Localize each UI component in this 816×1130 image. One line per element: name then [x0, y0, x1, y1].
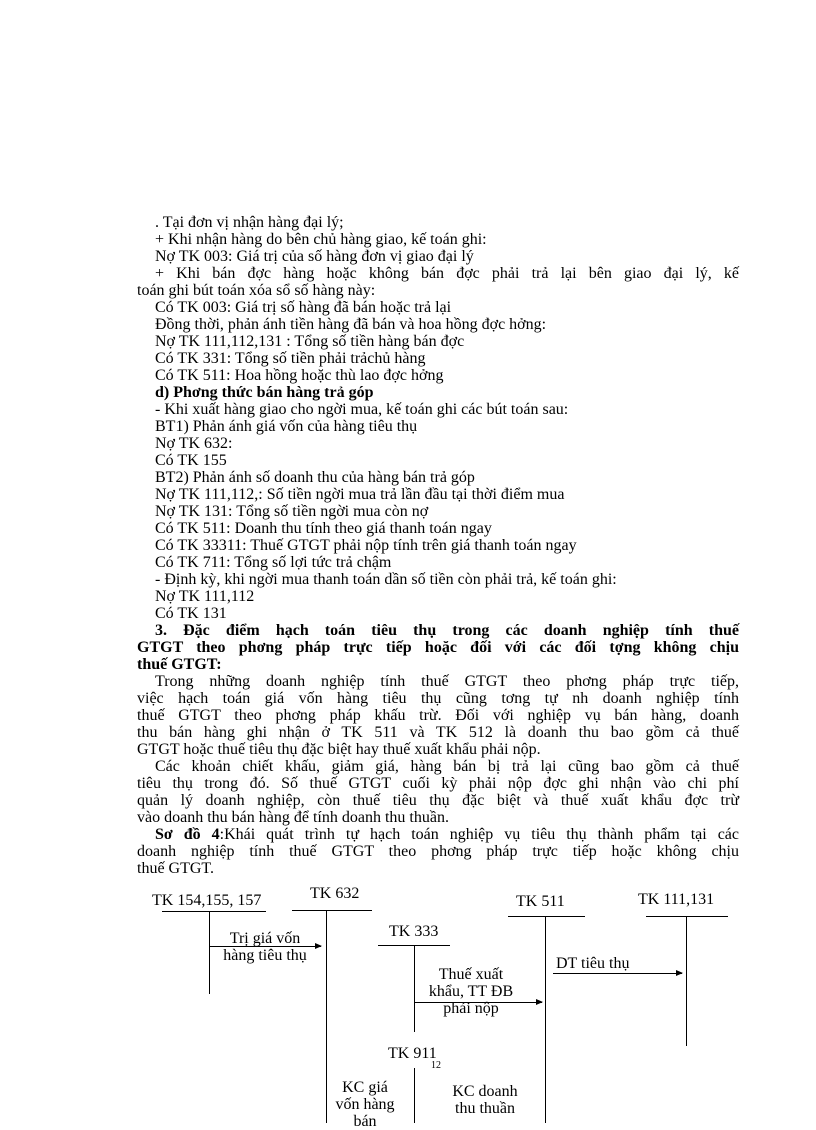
- flow-label: phải nộp: [443, 1000, 499, 1017]
- text-line: + Khi nhận hàng do bên chủ hàng giao, kế toán ghi:: [155, 231, 487, 248]
- account-label-tk511: TK 511: [516, 893, 565, 910]
- text-line: Nợ TK 632:: [155, 435, 233, 452]
- flow-label: bán: [353, 1113, 377, 1130]
- text-line: Nợ TK 111,112,: Số tiền ngời mua trả lần đầu tại thời điểm mua: [155, 486, 565, 503]
- text-line: + Khi bán đợc hàng hoặc không bán đợc phải trả lại bên giao đại lý, kế: [155, 265, 739, 282]
- flow-label: vốn hàng: [335, 1096, 395, 1113]
- text-line: . Tại đơn vị nhận hàng đại lý;: [155, 214, 344, 231]
- text-line: - Định kỳ, khi ngời mua thanh toán dần số tiền còn phải trả, kế toán ghi:: [155, 571, 617, 588]
- flow-label: khẩu, TT ĐB: [428, 983, 514, 1000]
- paragraph-line: GTGT hoặc thuế tiêu thụ đặc biệt hay thuế xuất khẩu phải nộp.: [137, 741, 541, 758]
- t-account-line: [414, 1068, 415, 1123]
- paragraph-line: việc hạch toán giá vốn hàng tiêu thụ cũng tơng tự nh doanh nghiệp tính: [137, 690, 739, 707]
- text-line: Có TK 511: Doanh thu tính theo giá thanh toán ngay: [155, 520, 492, 537]
- t-account-line: [508, 916, 585, 917]
- text-line: BT2) Phản ánh số doanh thu của hàng bán trả góp: [155, 469, 475, 486]
- diagram-caption-label: Sơ đồ 4: [155, 826, 220, 843]
- account-label-tk632: TK 632: [310, 885, 360, 902]
- flow-label: DT tiêu thụ: [556, 955, 630, 972]
- text-line: Nợ TK 003: Giá trị của số hàng đơn vị giao đại lý: [155, 248, 474, 265]
- section-heading: d) Phơng thức bán hàng trả góp: [155, 384, 374, 401]
- account-label-tk911: TK 911: [388, 1045, 437, 1062]
- diagram-caption-text: :Khái quát trình tự hạch toán nghiệp vụ tiêu thụ thành phẩm tại các: [219, 826, 740, 843]
- account-label-tk333: TK 333: [389, 923, 439, 940]
- section-heading: 3. Đặc điểm hạch toán tiêu thụ trong các doanh nghiệp tính thuế: [155, 622, 739, 639]
- page-number: 12: [431, 1060, 441, 1071]
- flow-arrow: [553, 973, 682, 974]
- account-label-tk111: TK 111,131: [638, 891, 715, 908]
- t-account-line: [292, 910, 372, 911]
- text-line: Có TK 331: Tổng số tiền phải trảchủ hàng: [155, 350, 426, 367]
- paragraph-line: vào doanh thu bán hàng để tính doanh thu thuần.: [137, 809, 449, 826]
- text-line: BT1) Phản ánh giá vốn của hàng tiêu thụ: [155, 418, 418, 435]
- account-label-tk154: TK 154,155, 157: [152, 892, 262, 909]
- text-line: Có TK 33311: Thuế GTGT phải nộp tính trên giá thanh toán ngay: [155, 537, 577, 554]
- text-line: Nợ TK 111,112: [155, 588, 255, 605]
- paragraph-line: tiêu thụ trong đó. Số thuế GTGT cuối kỳ phải nộp đợc ghi nhận vào chi phí: [137, 775, 739, 792]
- flow-label: hàng tiêu thụ: [223, 947, 307, 964]
- paragraph-line: Trong những doanh nghiệp tính thuế GTGT theo phơng pháp trực tiếp,: [155, 673, 739, 690]
- t-account-line: [686, 916, 687, 1046]
- paragraph-line: doanh nghiệp tính thuế GTGT theo phơng pháp trực tiếp hoặc không chịu: [137, 843, 739, 860]
- t-account-line: [545, 916, 546, 1123]
- text-line: Có TK 511: Hoa hồng hoặc thù lao đợc hởng: [155, 367, 444, 384]
- text-line: Nợ TK 131: Tổng số tiền ngời mua còn nợ: [155, 503, 429, 520]
- text-line: Nợ TK 111,112,131 : Tổng số tiền hàng bán đợc: [155, 333, 465, 350]
- t-account-line: [646, 916, 728, 917]
- text-line: Có TK 131: [155, 605, 227, 622]
- flow-label: Thuế xuất: [438, 966, 504, 983]
- text-line: Đồng thời, phản ánh tiền hàng đã bán và hoa hồng đợc hởng:: [155, 316, 547, 333]
- section-heading: GTGT theo phơng pháp trực tiếp hoặc đối với các đối tợng không chịu: [137, 639, 739, 656]
- paragraph-line: thuế GTGT theo phơng pháp khấu trừ. Đối với nghiệp vụ bán hàng, doanh: [137, 707, 739, 724]
- paragraph-line: quản lý doanh nghiệp, còn thuế tiêu thụ đặc biệt và thuế xuất khẩu đợc trừ: [137, 792, 739, 809]
- paragraph-line: thu bán hàng ghi nhận ở TK 511 và TK 512 là doanh thu bao gồm cả thuế: [137, 724, 739, 741]
- text-line: Có TK 711: Tổng số lợi tức trả chậm: [155, 554, 392, 571]
- text-line: Có TK 155: [155, 452, 227, 469]
- flow-label: KC giá: [342, 1079, 388, 1096]
- paragraph-line: Các khoản chiết khấu, giảm giá, hàng bán bị trả lại cũng bao gồm cả thuế: [155, 758, 739, 775]
- text-line: toán ghi bút toán xóa sổ số hàng này:: [137, 282, 376, 299]
- paragraph-line: thuế GTGT.: [137, 860, 215, 877]
- t-account-line: [162, 911, 266, 912]
- text-line: Có TK 003: Giá trị số hàng đã bán hoặc trả lại: [155, 299, 452, 316]
- flow-label: KC doanh: [452, 1083, 518, 1100]
- flow-label: Trị giá vốn: [229, 930, 301, 947]
- text-line: - Khi xuất hàng giao cho ngời mua, kế toán ghi các bút toán sau:: [155, 401, 569, 418]
- section-heading: thuế GTGT:: [137, 656, 222, 673]
- flow-label: thu thuần: [455, 1100, 515, 1117]
